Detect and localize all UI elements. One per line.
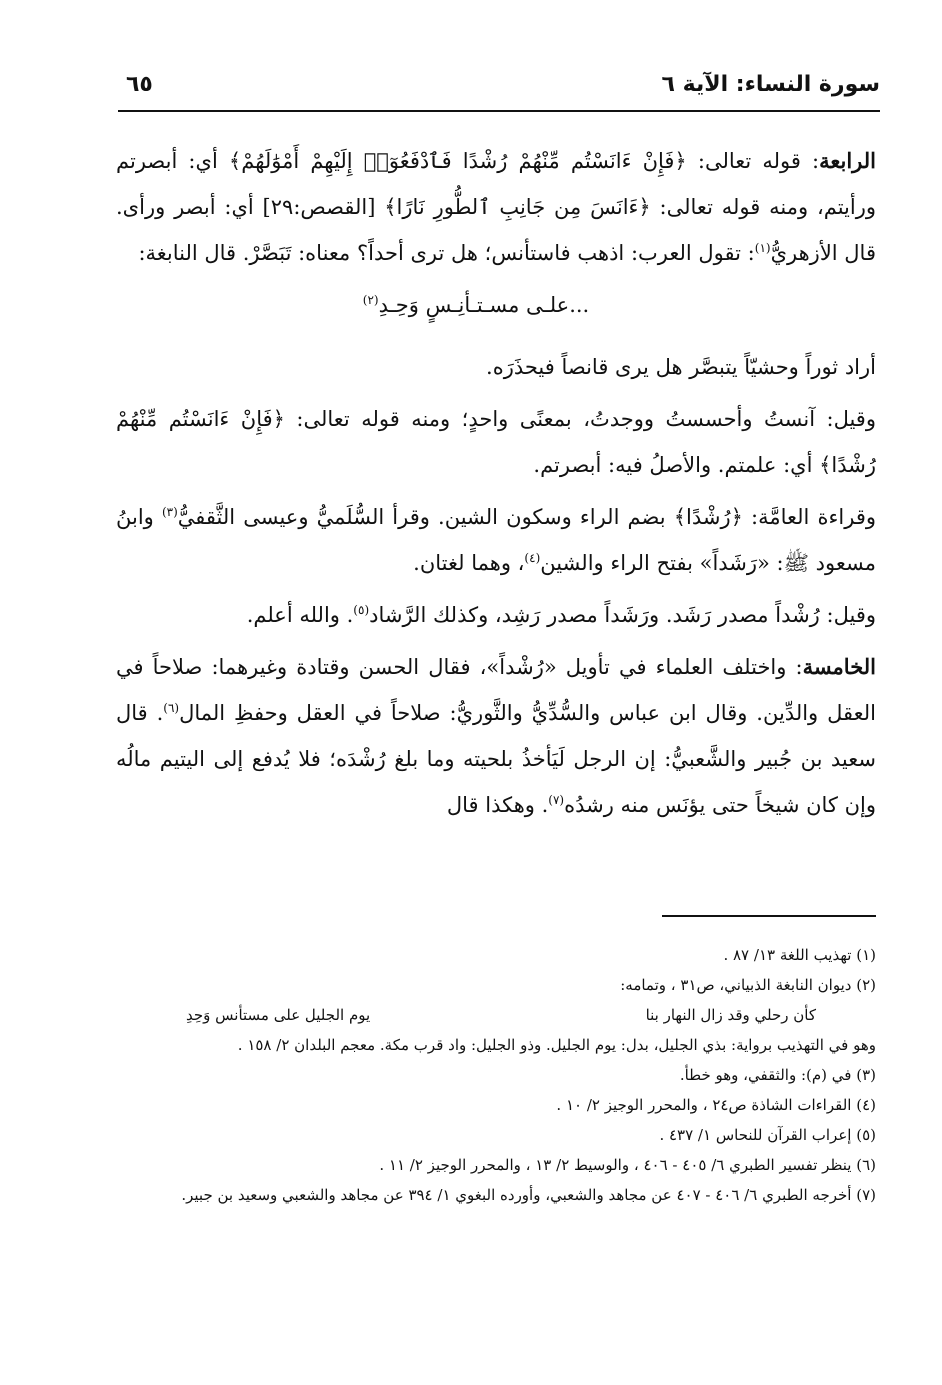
text-run: وقيل: رُشْداً مصدر رَشَد. ورَشَداً مصدر رَشِد، وكذلك الرَّشاد <box>369 603 876 627</box>
footnote-ref: (٦) <box>163 701 180 715</box>
footnote-ref: (٣) <box>161 505 178 519</box>
section-term: الرابعة <box>819 148 876 173</box>
footnote-divider <box>662 915 876 917</box>
poetry-line <box>116 282 876 328</box>
text-run: . والله أعلم. <box>246 603 354 627</box>
paragraph <box>116 592 876 638</box>
text-run: وقراءة العامَّة: ﴿رُشْدًا﴾ بضم الراء وسكون الشين. وقرأ السُّلَميُّ وعيسى الثَّقفيُّ <box>177 505 877 529</box>
footnote: (٤) القراءات الشاذة ص٢٤ ، والمحرر الوجيز ٢/ ١٠ . <box>556 1096 876 1114</box>
text-run: : تقول العرب: اذهب فاستأنس؛ هل ترى أحداً؟ معناه: تَبَصَّرْ. قال النابغة: <box>138 241 755 265</box>
footnote-verse <box>106 1000 876 1030</box>
section-term: الخامسة <box>802 654 876 679</box>
text-run: ، وهما لغتان. <box>413 551 525 575</box>
footnote: (٣) في (م): والثقفي، وهو خطأ. <box>679 1066 876 1084</box>
paragraph: وقيل: آنستُ وأحسستُ ووجدتُ، بمعنًى واحدٍ؛ ومنه قوله تعالى: ﴿فَإِنْ ءَانَسْتُم مِّنْهُمْ رُشْدًا﴾ أي: علمتم. والأصلُ فيه: أبصرتم. <box>116 407 876 477</box>
footnote: (١) تهذيب اللغة ١٣/ ٨٧ . <box>723 946 876 964</box>
footnotes <box>106 940 876 1210</box>
footnote: (٦) ينظر تفسير الطبري ٦/ ٤٠٥ - ٤٠٦ ، والوسيط ٢/ ١٣ ، والمحرر الوجيز ٢/ ١١ . <box>379 1156 876 1174</box>
text-run: . وهكذا قال <box>446 793 549 817</box>
footnote: (٢) ديوان النابغة الذبياني، ص٣١ ، وتمامه: <box>620 976 876 994</box>
text-run: . قال سعيد بن جُبير والشَّعبيُّ: إن الرجل لَيَأخذُ بلحيته وما بلغ رُشْدَه؛ فلا يُدفع إلى اليتيم مالُه وإن كان شيخاً حتى يؤنَس منه رشدُه <box>116 701 876 817</box>
text-run: : واختلف العلماء في تأويل «رُشْداً»، فقال الحسن وقتادة وغيرهما: صلاحاً في العقل والدِّين. وقال ابن عباس والسُّدِّيُّ والثَّوريُّ: صلاحاً في العقل وحفظِ المال <box>116 655 876 725</box>
footnote-ref: (٢) <box>362 293 379 307</box>
running-header <box>118 66 880 112</box>
footnote-ref: (٤) <box>524 551 541 565</box>
main-text <box>116 138 876 834</box>
footnote-continuation: وهو في التهذيب برواية: بذي الجليل، بدل: يوم الجليل. وذو الجليل: واد قرب مكة. معجم البلدان ٢/ ١٥٨ . <box>237 1036 876 1054</box>
footnote-ref: (١) <box>754 241 771 255</box>
verse-hemistich: كأن رحلي وقد زال النهار بنا <box>645 1006 816 1024</box>
verse-hemistich: يوم الجليل على مستأنس وَحِدِ <box>186 1006 371 1024</box>
page-number: ٦٥ <box>126 72 153 97</box>
paragraph-fourth <box>116 138 876 276</box>
paragraph <box>116 494 876 586</box>
surah-title: سورة النساء: الآية ٦ <box>661 72 880 97</box>
footnote: (٧) أخرجه الطبري ٦/ ٤٠٦ - ٤٠٧ عن مجاهد والشعبي، وأورده البغوي ١/ ٣٩٤ عن مجاهد والشعبي وسعيد بن جبير. <box>181 1186 876 1204</box>
paragraph-fifth <box>116 644 876 828</box>
verse-text: ...علـى مسـتـأنِـسٍ وَحِـدِ <box>378 293 590 317</box>
text-run: وابنُ مسعود ﷺ: «رَشَداً» بفتح الراء والشين <box>116 505 876 575</box>
text-run: : قوله تعالى: ﴿فَإِنْ ءَانَسْتُم مِّنْهُمْ رُشْدًا فَٱدْفَعُوٓا۟ إِلَيْهِمْ أَمْوَٰلَهُمْ﴾ أي: أبصرتم ورأيتم، ومنه قوله تعالى: ﴿ءَانَسَ مِن جَانِبِ ٱلطُّورِ نَارًا﴾ [القصص:٢٩] أي: أبصر ورأى. قال الأزهريُّ <box>116 149 876 265</box>
paragraph: أراد ثوراً وحشيّاً يتبصَّر هل يرى قانصاً فيحذَرَه. <box>486 355 876 379</box>
footnote: (٥) إعراب القرآن للنحاس ١/ ٤٣٧ . <box>659 1126 876 1144</box>
footnote-ref: (٥) <box>353 603 370 617</box>
footnote-ref: (٧) <box>548 793 565 807</box>
